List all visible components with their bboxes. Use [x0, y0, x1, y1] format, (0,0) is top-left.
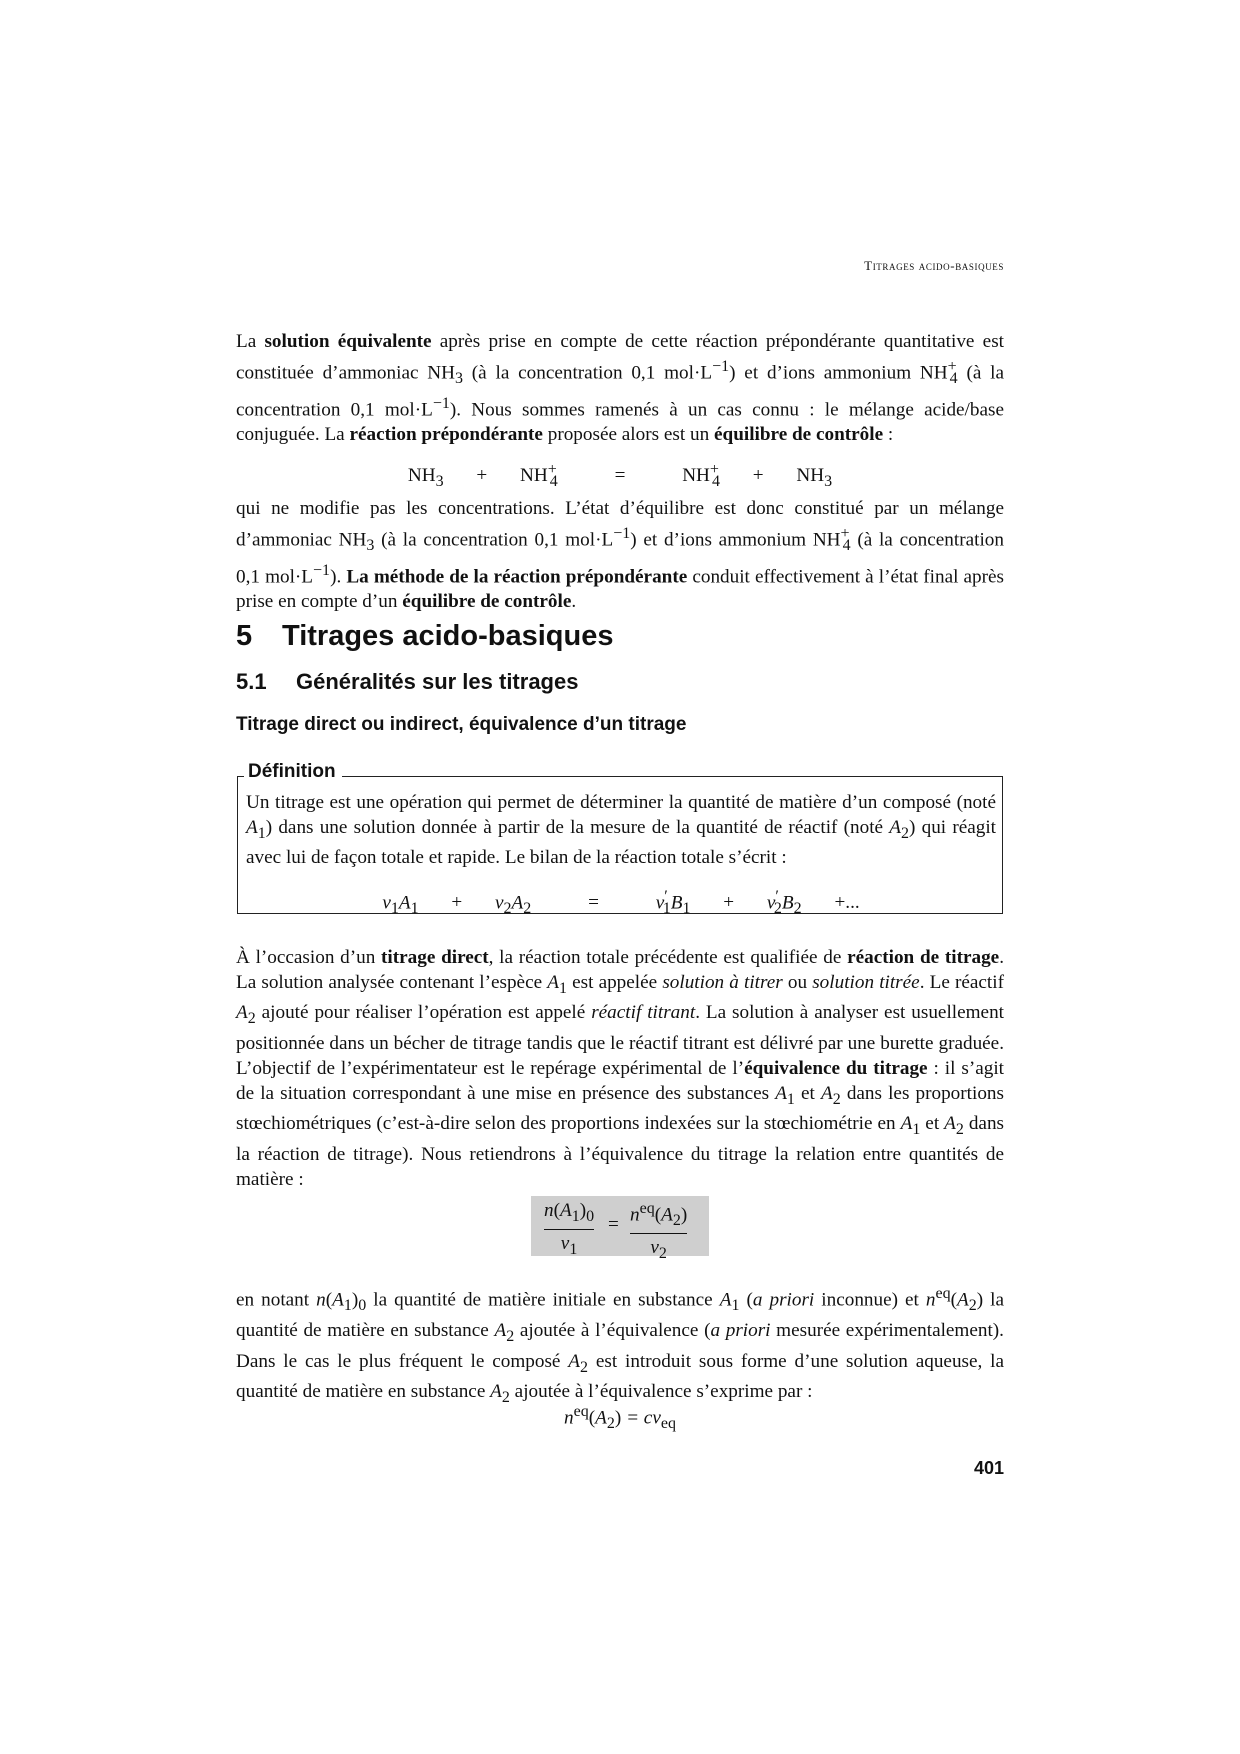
- notation-paragraph: en notant $n(A_1)_0$ la quantité de matière initiale en substance $A_1$ (a priori inconnue) et $n^{eq}(A_2)$ la quantité de matière en substance $A_2$ ajoutée à l’équivalence (a priori mesurée expérimentalement). Dans le cas le plus fréquent le composé $A_2$ est introduit sous forme d’une solution aqueuse, la quantité de matière en substance $A_2$ ajoutée à l’équivalence s’exprime par :: [236, 1285, 1004, 1407]
- running-head: Titrages acido-basiques: [864, 258, 1004, 273]
- control-equilibrium-equation: $NH_3 + NH^+_4 = NH^+_4 + NH_3$: [407, 461, 833, 491]
- subsection-heading: 5.1 Généralités sur les titrages: [236, 669, 579, 694]
- titration-reaction-equation: $\nu_1A_1 + \nu_2A_2 = \nu'_1B_1 + \nu'_2B_2$ +...: [382, 888, 860, 918]
- definition-title: Définition: [244, 761, 342, 783]
- titration-paragraph: À l’occasion d’un titrage direct, la réaction totale précédente est qualifiée de réaction de titrage. La solution analysée contenant l’espèce $A_1$ est appelée solution à titrer ou solution titrée. Le réactif $A_2$ ajouté pour réaliser l’opération est appelé réactif titrant. La solution à analyser est usuellement positionnée dans un bécher de titrage tandis que le réactif titrant est délivré par une burette graduée. L’objectif de l’expérimentateur est le repérage expérimental de l’équivalence du titrage : il s’agit de la situation correspondant à une mise en présence des substances $A_1$ et $A_2$ dans les proportions stœchiométriques (c’est-à-dire selon des proportions indexées sur la stœchiométrie en $A_1$ et $A_2$ dans la réaction de titrage). Nous retiendrons à l’équivalence du titrage la relation entre quantités de matière :: [236, 947, 1005, 1190]
- intro-paragraph-1: La solution équivalente après prise en compte de cette réaction prépondérante quantitative est constituée d’ammoniac $NH_3$ (à la concentration 0,1 $mol\cdot L^{-1}$) et d’ions ammonium $NH^+_4$ (à la concentration 0,1 $mol\cdot L^{-1}$). Nous sommes ramenés à un cas connu : le mélange acide/base conjuguée. La réaction prépondérante proposée alors est un équilibre de contrôle :: [236, 331, 1004, 445]
- definition-text: Un titrage est une opération qui permet de déterminer la quantité de matière d’un composé (noté $A_1$) dans une solution donnée à partir de la mesure de la quantité de réactif (noté $A_2$) qui réagit avec lui de façon totale et rapide. Le bilan de la réaction totale s’écrit :: [246, 792, 996, 869]
- intro-paragraph-2: qui ne modifie pas les concentrations. L’état d’équilibre est donc constitué par un mélange d’ammoniac $NH_3$ (à la concentration 0,1 $mol\cdot L^{-1}$) et d’ions ammonium $NH^+_4$ (à la concentration 0,1 $mol\cdot L^{-1}$). La méthode de la réaction prépondérante conduit effectivement à l’état final après prise en compte d’un équilibre de contrôle.: [236, 498, 1004, 612]
- page-number: 401: [973, 1458, 1004, 1478]
- framed-equals: =: [608, 1214, 619, 1235]
- fraction-right: $n^{eq}(A_2)$ $\nu_2$: [630, 1200, 688, 1263]
- fraction-left: $n(A_1)_0$ $\nu_1$: [544, 1200, 595, 1258]
- subsubsection-heading: Titrage direct ou indirect, équivalence d’un titrage: [236, 714, 687, 735]
- section-heading: 5 Titrages acido-basiques: [236, 620, 614, 652]
- final-equation: $n^{eq}(A_2) = cv_{eq}$: [564, 1403, 676, 1433]
